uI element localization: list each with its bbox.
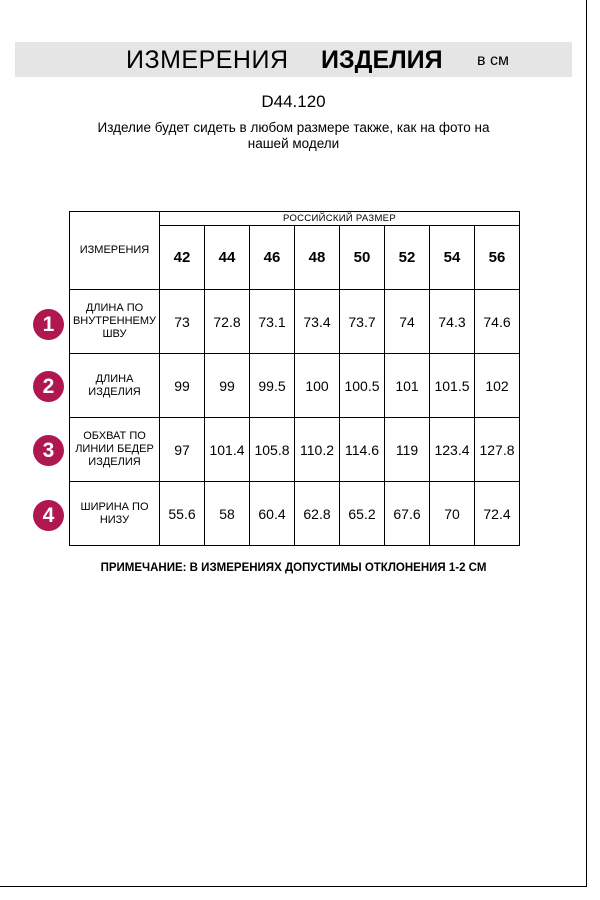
header-unit: в см (477, 52, 509, 69)
size-header: 46 (250, 226, 295, 290)
row-number-badge: 3 (33, 435, 64, 466)
corner-label: ИЗМЕРЕНИЯ (70, 212, 160, 290)
value-cell: 99 (205, 354, 250, 418)
value-cell: 55.6 (160, 482, 205, 546)
value-cell: 101.4 (205, 418, 250, 482)
value-cell: 74 (385, 290, 430, 354)
value-cell: 97 (160, 418, 205, 482)
value-cell: 99 (160, 354, 205, 418)
tolerance-footnote: ПРИМЕЧАНИЕ: В ИЗМЕРЕНИЯХ ДОПУСТИМЫ ОТКЛОНЕНИЯ 1-2 СМ (100, 562, 487, 574)
value-cell: 73.7 (340, 290, 385, 354)
value-cell: 114.6 (340, 418, 385, 482)
size-group-label: РОССИЙСКИЙ РАЗМЕР (160, 212, 520, 226)
row-label: ОБХВАТ ПО ЛИНИИ БЕДЕР ИЗДЕЛИЯ (70, 418, 160, 482)
value-cell: 74.6 (475, 290, 520, 354)
value-cell: 101 (385, 354, 430, 418)
value-cell: 99.5 (250, 354, 295, 418)
size-header: 42 (160, 226, 205, 290)
value-cell: 62.8 (295, 482, 340, 546)
size-header: 44 (205, 226, 250, 290)
size-table (69, 211, 520, 546)
value-cell: 119 (385, 418, 430, 482)
table-row (70, 354, 520, 418)
value-cell: 100 (295, 354, 340, 418)
value-cell: 73 (160, 290, 205, 354)
value-cell: 101.5 (430, 354, 475, 418)
row-number-badge: 2 (33, 371, 64, 402)
value-cell: 127.8 (475, 418, 520, 482)
value-cell: 73.4 (295, 290, 340, 354)
value-cell: 74.3 (430, 290, 475, 354)
row-number-badge: 1 (33, 309, 64, 340)
value-cell: 70 (430, 482, 475, 546)
table-row (70, 418, 520, 482)
value-cell: 102 (475, 354, 520, 418)
value-cell: 73.1 (250, 290, 295, 354)
value-cell: 58 (205, 482, 250, 546)
value-cell: 105.8 (250, 418, 295, 482)
value-cell: 72.8 (205, 290, 250, 354)
value-cell: 60.4 (250, 482, 295, 546)
value-cell: 100.5 (340, 354, 385, 418)
fit-note: Изделие будет сидеть в любом размере также, как на фото на нашей модели (97, 120, 490, 151)
value-cell: 72.4 (475, 482, 520, 546)
size-header: 52 (385, 226, 430, 290)
header-word-measurements: ИЗМЕРЕНИЯ (126, 46, 289, 74)
value-cell: 123.4 (430, 418, 475, 482)
table-row (70, 290, 520, 354)
product-code: D44.120 (261, 92, 326, 111)
row-number-badge: 4 (33, 500, 64, 531)
size-header: 48 (295, 226, 340, 290)
size-header: 56 (475, 226, 520, 290)
value-cell: 67.6 (385, 482, 430, 546)
value-cell: 65.2 (340, 482, 385, 546)
row-label: ШИРИНА ПО НИЗУ (70, 482, 160, 546)
row-label: ДЛИНА ИЗДЕЛИЯ (70, 354, 160, 418)
row-label: ДЛИНА ПО ВНУТРЕННЕМУ ШВУ (70, 290, 160, 354)
header-word-product: ИЗДЕЛИЯ (321, 46, 443, 74)
size-header: 50 (340, 226, 385, 290)
table-row (70, 482, 520, 546)
value-cell: 110.2 (295, 418, 340, 482)
size-header: 54 (430, 226, 475, 290)
